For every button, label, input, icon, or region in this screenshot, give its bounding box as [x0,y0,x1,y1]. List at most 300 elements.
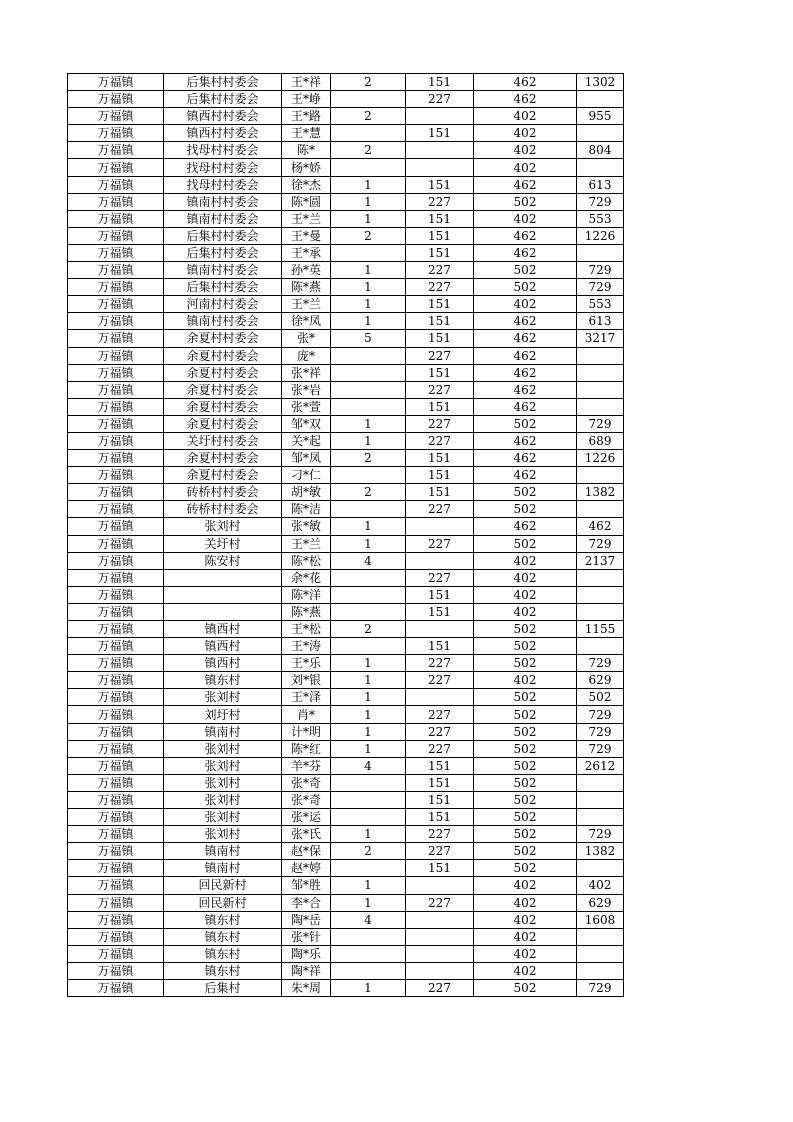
town-cell: 万福镇 [68,638,164,655]
count-cell [331,159,406,176]
town-cell: 万福镇 [68,108,164,125]
town-cell: 万福镇 [68,621,164,638]
count-cell: 1 [331,689,406,706]
total-cell: 729 [577,706,624,723]
village-cell: 镇南村 [164,843,282,860]
value-a-cell: 227 [406,193,474,210]
town-cell: 万福镇 [68,279,164,296]
total-cell [577,381,624,398]
value-b-cell: 402 [474,672,577,689]
value-b-cell: 502 [474,655,577,672]
village-cell: 后集村村委会 [164,244,282,261]
value-a-cell [406,621,474,638]
total-cell: 1155 [577,621,624,638]
value-a-cell [406,877,474,894]
name-cell: 张*氏 [282,826,331,843]
total-cell: 1608 [577,911,624,928]
town-cell: 万福镇 [68,381,164,398]
town-cell: 万福镇 [68,347,164,364]
total-cell: 955 [577,108,624,125]
table-row [68,210,624,227]
value-b-cell: 502 [474,621,577,638]
table-row [68,911,624,928]
value-a-cell: 151 [406,364,474,381]
count-cell: 1 [331,655,406,672]
value-b-cell: 402 [474,603,577,620]
value-b-cell: 462 [474,364,577,381]
town-cell: 万福镇 [68,860,164,877]
name-cell: 王*涛 [282,638,331,655]
value-a-cell [406,142,474,159]
town-cell: 万福镇 [68,791,164,808]
value-b-cell: 402 [474,108,577,125]
village-cell: 镇东村 [164,945,282,962]
total-cell [577,860,624,877]
name-cell: 孙*英 [282,262,331,279]
total-cell [577,91,624,108]
total-cell [577,603,624,620]
town-cell: 万福镇 [68,74,164,91]
name-cell: 陶*乐 [282,945,331,962]
table-row [68,672,624,689]
table-row [68,535,624,552]
village-cell: 镇西村 [164,621,282,638]
village-cell: 镇东村 [164,928,282,945]
value-a-cell: 151 [406,809,474,826]
table-row [68,364,624,381]
value-a-cell [406,108,474,125]
value-a-cell: 151 [406,330,474,347]
name-cell: 陈*燕 [282,603,331,620]
total-cell [577,586,624,603]
name-cell: 张* [282,330,331,347]
village-cell: 余夏村村委会 [164,450,282,467]
name-cell: 赵*保 [282,843,331,860]
name-cell: 陶*岳 [282,911,331,928]
town-cell: 万福镇 [68,552,164,569]
table-row [68,979,624,996]
town-cell: 万福镇 [68,740,164,757]
village-cell: 镇南村村委会 [164,193,282,210]
name-cell: 张*奇 [282,791,331,808]
town-cell: 万福镇 [68,706,164,723]
total-cell [577,347,624,364]
table-row [68,484,624,501]
table-row [68,74,624,91]
name-cell: 王*兰 [282,210,331,227]
village-cell: 砖桥村村委会 [164,501,282,518]
town-cell: 万福镇 [68,757,164,774]
total-cell: 729 [577,193,624,210]
town-cell: 万福镇 [68,125,164,142]
town-cell: 万福镇 [68,210,164,227]
value-a-cell: 151 [406,313,474,330]
value-b-cell: 502 [474,740,577,757]
table-row [68,552,624,569]
table-row [68,860,624,877]
count-cell [331,91,406,108]
name-cell: 肖* [282,706,331,723]
total-cell: 729 [577,535,624,552]
table-row [68,142,624,159]
table-row [68,791,624,808]
town-cell: 万福镇 [68,774,164,791]
table-row [68,227,624,244]
value-b-cell: 502 [474,415,577,432]
value-b-cell: 402 [474,911,577,928]
total-cell: 729 [577,826,624,843]
value-b-cell: 502 [474,689,577,706]
town-cell: 万福镇 [68,296,164,313]
table-row [68,296,624,313]
total-cell [577,244,624,261]
count-cell: 1 [331,176,406,193]
value-b-cell: 502 [474,501,577,518]
name-cell: 张*针 [282,928,331,945]
table-row [68,740,624,757]
name-cell: 羊*芬 [282,757,331,774]
name-cell: 张*岩 [282,381,331,398]
total-cell: 1226 [577,227,624,244]
count-cell [331,569,406,586]
value-a-cell: 227 [406,279,474,296]
total-cell: 1382 [577,484,624,501]
town-cell: 万福镇 [68,586,164,603]
name-cell: 刘*银 [282,672,331,689]
count-cell: 2 [331,484,406,501]
total-cell [577,809,624,826]
count-cell [331,791,406,808]
total-cell: 553 [577,210,624,227]
total-cell: 729 [577,655,624,672]
village-cell: 张刘村 [164,826,282,843]
table-row [68,894,624,911]
value-b-cell: 502 [474,484,577,501]
count-cell [331,638,406,655]
count-cell [331,603,406,620]
town-cell: 万福镇 [68,569,164,586]
count-cell [331,962,406,979]
total-cell: 1382 [577,843,624,860]
value-a-cell: 151 [406,467,474,484]
town-cell: 万福镇 [68,91,164,108]
name-cell: 陈*红 [282,740,331,757]
village-cell: 找母村村委会 [164,159,282,176]
name-cell: 陈*洁 [282,501,331,518]
table-row [68,689,624,706]
village-cell: 找母村村委会 [164,176,282,193]
value-a-cell: 227 [406,655,474,672]
table-row [68,262,624,279]
town-cell: 万福镇 [68,826,164,843]
name-cell: 张*敏 [282,518,331,535]
village-cell: 张刘村 [164,809,282,826]
value-b-cell: 462 [474,381,577,398]
town-cell: 万福镇 [68,432,164,449]
total-cell: 629 [577,672,624,689]
value-a-cell: 227 [406,894,474,911]
value-a-cell: 151 [406,176,474,193]
value-b-cell: 402 [474,945,577,962]
village-cell: 砖桥村村委会 [164,484,282,501]
data-table [67,73,624,997]
name-cell: 张*奇 [282,774,331,791]
village-cell: 镇南村 [164,723,282,740]
name-cell: 王*兰 [282,535,331,552]
value-b-cell: 502 [474,535,577,552]
value-a-cell: 151 [406,860,474,877]
town-cell: 万福镇 [68,535,164,552]
value-b-cell: 462 [474,91,577,108]
village-cell: 刘圩村 [164,706,282,723]
count-cell: 1 [331,313,406,330]
total-cell [577,962,624,979]
table-row [68,569,624,586]
value-a-cell: 151 [406,791,474,808]
value-a-cell: 227 [406,535,474,552]
count-cell: 1 [331,296,406,313]
table-row [68,774,624,791]
count-cell: 2 [331,450,406,467]
value-b-cell: 502 [474,279,577,296]
count-cell [331,586,406,603]
value-b-cell: 402 [474,210,577,227]
value-a-cell: 151 [406,586,474,603]
table-row [68,723,624,740]
table-body [68,74,624,997]
village-cell: 镇南村村委会 [164,210,282,227]
value-b-cell: 462 [474,244,577,261]
town-cell: 万福镇 [68,843,164,860]
village-cell: 张刘村 [164,740,282,757]
table-row [68,655,624,672]
table-row [68,945,624,962]
name-cell: 朱*周 [282,979,331,996]
village-cell: 镇东村 [164,672,282,689]
village-cell: 陈安村 [164,552,282,569]
town-cell: 万福镇 [68,894,164,911]
total-cell: 502 [577,689,624,706]
name-cell: 胡*敏 [282,484,331,501]
name-cell: 王*泽 [282,689,331,706]
count-cell: 1 [331,279,406,296]
town-cell: 万福镇 [68,398,164,415]
count-cell: 1 [331,518,406,535]
value-a-cell: 227 [406,432,474,449]
total-cell [577,467,624,484]
total-cell: 1226 [577,450,624,467]
value-b-cell: 502 [474,723,577,740]
value-b-cell: 402 [474,928,577,945]
name-cell: 王*路 [282,108,331,125]
value-b-cell: 402 [474,586,577,603]
village-cell: 后集村村委会 [164,279,282,296]
table-row [68,467,624,484]
table-row [68,603,624,620]
count-cell [331,467,406,484]
value-b-cell: 502 [474,843,577,860]
value-a-cell: 151 [406,450,474,467]
village-cell: 关圩村 [164,535,282,552]
name-cell: 赵*婷 [282,860,331,877]
name-cell: 张*祥 [282,364,331,381]
count-cell [331,381,406,398]
village-cell: 余夏村村委会 [164,381,282,398]
table-row [68,826,624,843]
value-a-cell: 227 [406,262,474,279]
value-b-cell: 402 [474,125,577,142]
count-cell [331,928,406,945]
table-row [68,347,624,364]
village-cell: 镇西村 [164,638,282,655]
village-cell: 镇南村村委会 [164,262,282,279]
value-a-cell: 151 [406,603,474,620]
total-cell: 402 [577,877,624,894]
table-row [68,193,624,210]
village-cell: 镇西村 [164,655,282,672]
total-cell [577,945,624,962]
count-cell: 2 [331,108,406,125]
value-a-cell [406,962,474,979]
village-cell: 后集村 [164,979,282,996]
value-b-cell: 502 [474,757,577,774]
village-cell: 找母村村委会 [164,142,282,159]
table-row [68,381,624,398]
value-b-cell: 502 [474,979,577,996]
value-b-cell: 462 [474,330,577,347]
count-cell: 4 [331,757,406,774]
village-cell: 河南村村委会 [164,296,282,313]
village-cell: 镇南村 [164,860,282,877]
value-a-cell [406,911,474,928]
table-row [68,757,624,774]
village-cell: 余夏村村委会 [164,347,282,364]
value-b-cell: 402 [474,877,577,894]
count-cell: 1 [331,193,406,210]
village-cell: 后集村村委会 [164,91,282,108]
total-cell [577,364,624,381]
value-b-cell: 502 [474,809,577,826]
count-cell: 1 [331,894,406,911]
village-cell: 张刘村 [164,518,282,535]
value-a-cell: 151 [406,210,474,227]
village-cell [164,603,282,620]
town-cell: 万福镇 [68,330,164,347]
town-cell: 万福镇 [68,142,164,159]
count-cell [331,860,406,877]
total-cell: 689 [577,432,624,449]
town-cell: 万福镇 [68,603,164,620]
value-a-cell: 151 [406,125,474,142]
town-cell: 万福镇 [68,723,164,740]
total-cell [577,501,624,518]
value-a-cell: 227 [406,569,474,586]
value-b-cell: 462 [474,227,577,244]
table-row [68,415,624,432]
table-row [68,501,624,518]
total-cell [577,398,624,415]
value-a-cell: 151 [406,757,474,774]
value-a-cell: 151 [406,296,474,313]
name-cell: 陈* [282,142,331,159]
value-a-cell: 227 [406,723,474,740]
value-b-cell: 462 [474,450,577,467]
name-cell: 杨*娇 [282,159,331,176]
name-cell: 关*起 [282,432,331,449]
name-cell: 邹*双 [282,415,331,432]
count-cell: 2 [331,227,406,244]
value-b-cell: 402 [474,159,577,176]
total-cell [577,569,624,586]
name-cell: 王*松 [282,621,331,638]
table-row [68,843,624,860]
table-row [68,809,624,826]
value-b-cell: 502 [474,706,577,723]
village-cell: 回民新村 [164,877,282,894]
town-cell: 万福镇 [68,689,164,706]
count-cell: 1 [331,979,406,996]
table-row [68,586,624,603]
value-b-cell: 462 [474,432,577,449]
table-row [68,279,624,296]
count-cell: 1 [331,535,406,552]
count-cell: 1 [331,740,406,757]
count-cell [331,364,406,381]
table-row [68,638,624,655]
total-cell [577,928,624,945]
table-row [68,108,624,125]
total-cell: 729 [577,723,624,740]
village-cell: 后集村村委会 [164,227,282,244]
town-cell: 万福镇 [68,672,164,689]
town-cell: 万福镇 [68,945,164,962]
town-cell: 万福镇 [68,176,164,193]
total-cell: 3217 [577,330,624,347]
table-row [68,330,624,347]
town-cell: 万福镇 [68,159,164,176]
value-a-cell: 227 [406,347,474,364]
table-row [68,877,624,894]
town-cell: 万福镇 [68,979,164,996]
table-row [68,518,624,535]
count-cell: 2 [331,74,406,91]
name-cell: 刁*仁 [282,467,331,484]
value-a-cell: 227 [406,740,474,757]
value-b-cell: 502 [474,638,577,655]
name-cell: 王*祥 [282,74,331,91]
value-a-cell: 227 [406,706,474,723]
value-b-cell: 462 [474,176,577,193]
name-cell: 王*慧 [282,125,331,142]
table-row [68,313,624,330]
town-cell: 万福镇 [68,877,164,894]
value-b-cell: 462 [474,74,577,91]
village-cell: 关圩村村委会 [164,432,282,449]
value-a-cell: 227 [406,826,474,843]
count-cell: 1 [331,706,406,723]
value-a-cell [406,518,474,535]
value-a-cell: 227 [406,843,474,860]
table-row [68,398,624,415]
name-cell: 张*萱 [282,398,331,415]
town-cell: 万福镇 [68,193,164,210]
count-cell: 5 [331,330,406,347]
total-cell: 629 [577,894,624,911]
name-cell: 王*峥 [282,91,331,108]
total-cell: 2612 [577,757,624,774]
count-cell [331,501,406,518]
table-row [68,706,624,723]
